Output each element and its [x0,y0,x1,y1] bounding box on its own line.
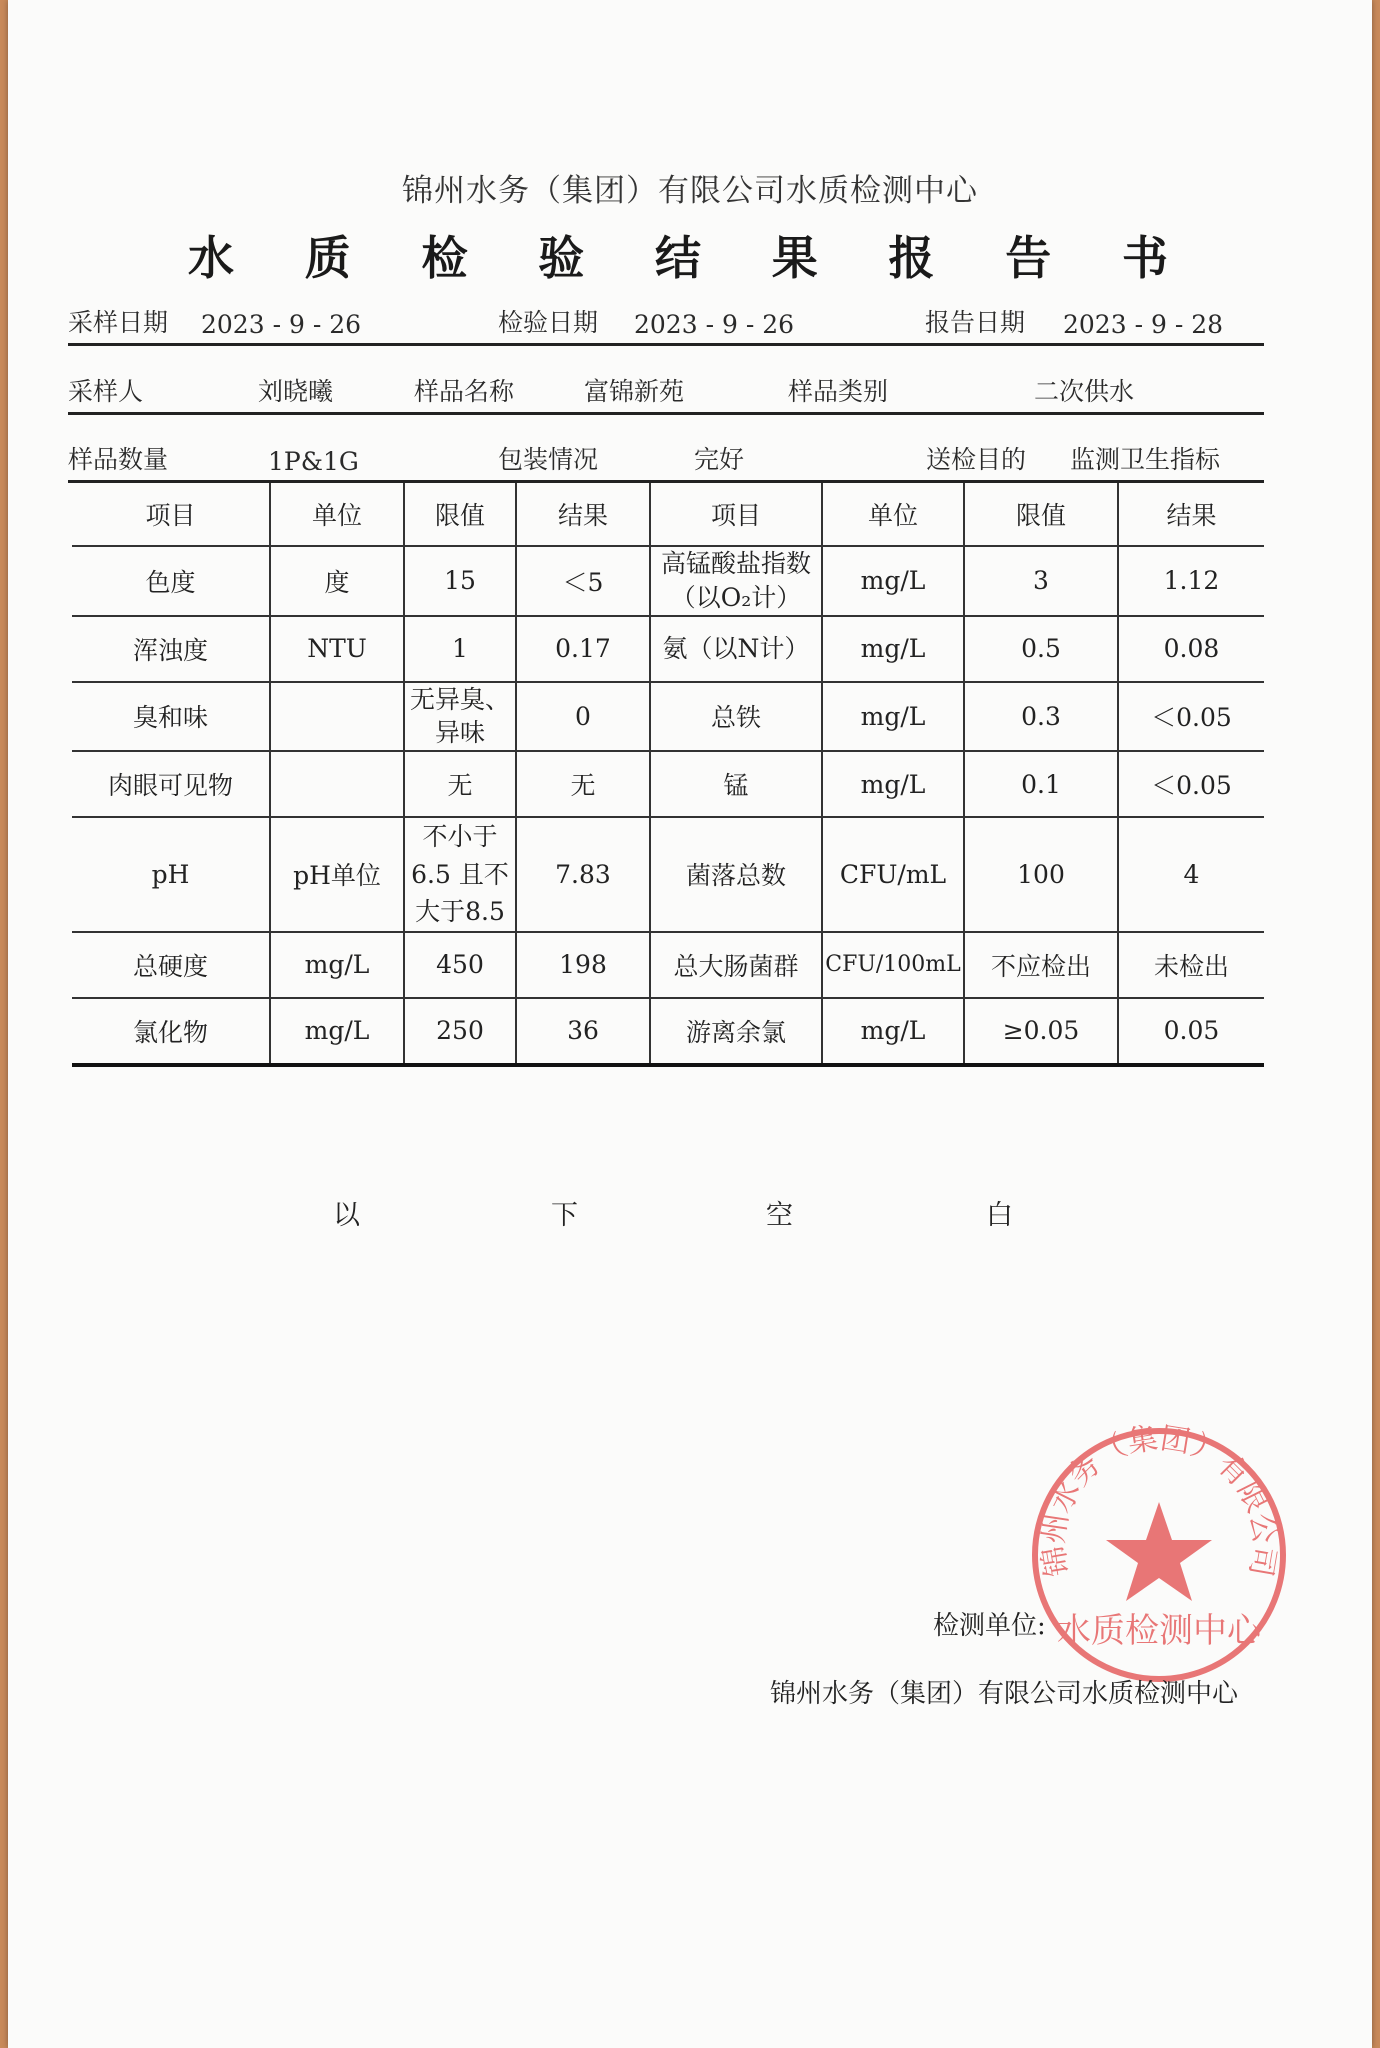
table-cell: 不应检出 [964,932,1118,998]
table-row [72,932,1264,998]
table-cell: 度 [270,546,404,616]
header-cell: 限值 [404,483,516,546]
table-cell: ＜0.05 [1118,682,1264,752]
header-cell: 结果 [1118,483,1264,546]
sample-type: 二次供水 [1034,377,1135,406]
header-cell: 结果 [516,483,650,546]
table-cell: mg/L [822,682,964,752]
table-cell [270,682,404,752]
table-row [72,817,1264,932]
table-cell: ＜5 [516,546,650,616]
table-cell: 0.1 [964,751,1118,817]
sign-org: 锦州水务（集团）有限公司水质检测中心 [770,1679,1239,1709]
results-table [72,483,1264,1067]
title-char: 书 [1122,231,1168,285]
table-row [72,998,1264,1065]
title-char: 质 [304,231,351,285]
table-cell: 菌落总数 [650,817,822,932]
table-cell: mg/L [270,998,404,1065]
report-date-label: 报告日期 [925,308,1026,337]
table-cell: 1 [404,616,516,682]
header-cell: 单位 [270,483,404,546]
official-seal [1024,1420,1294,1690]
table-cell: 肉眼可见物 [72,751,270,817]
table-cell: mg/L [822,546,964,616]
table-cell: 7.83 [516,817,650,932]
sample-type-label: 样品类别 [788,377,889,406]
table-cell: mg/L [822,998,964,1065]
table-cell: 0.05 [1163,1016,1220,1045]
table-cell: 0.3 [964,682,1118,752]
report-title [188,222,1168,288]
table-cell: 198 [516,932,650,998]
table-cell: CFU/100mL [822,932,964,998]
table-cell: 0.17 [516,616,650,682]
table-cell: 4 [1118,817,1264,932]
sample-name: 富锦新苑 [584,377,685,406]
sampler-label: 采样人 [68,377,144,406]
title-char: 水 [188,231,234,285]
table-cell: ≥0.05 [964,998,1118,1065]
table-cell: 氯化物 [72,998,270,1065]
seal-star-icon [1106,1502,1212,1601]
table-cell: 氨（以N计） [650,616,822,682]
purpose-label: 送检目的 [926,445,1027,474]
table-cell: 100 [964,817,1118,932]
table-cell: pH单位 [270,817,404,932]
title-char: 告 [1005,231,1052,285]
table-cell: 无 [516,751,650,817]
table-cell: 250 [404,998,516,1065]
test-date: 2023 - 9 - 26 [634,310,795,339]
table-cell: 总铁 [650,682,822,752]
table-cell: 450 [404,932,516,998]
org-header: 锦州水务（集团）有限公司水质检测中心 [402,173,978,209]
table-cell: mg/L [822,616,964,682]
meta-line-quantity [68,440,1264,483]
test-date-label: 检验日期 [498,308,599,337]
blank-note-char: 白 [986,1200,1013,1231]
table-cell: 无异臭、异味 [404,682,516,752]
table-cell: 0 [516,682,650,752]
title-char: 果 [771,231,818,285]
title-char: 报 [888,231,935,285]
table-cell: 高锰酸盐指数（以O₂计） [650,546,822,616]
table-cell: ＜0.05 [1118,751,1264,817]
report-date: 2023 - 9 - 28 [1063,310,1224,339]
table-cell: 0.5 [964,616,1118,682]
purpose: 监测卫生指标 [1070,445,1221,474]
table-cell: 不小于6.5 且不大于8.5 [404,817,516,932]
table-cell: 色度 [72,546,270,616]
table-header-row [72,483,1264,546]
header-cell: 单位 [822,483,964,546]
sample-name-label: 样品名称 [414,377,515,406]
table-cell: 36 [516,998,650,1065]
blank-note-char: 空 [766,1200,793,1231]
meta-line-sample [68,372,1264,415]
table-cell [270,751,404,817]
title-char: 验 [538,231,585,285]
blank-note-char: 下 [551,1200,578,1231]
table-cell: 无 [404,751,516,817]
sign-label: 检测单位: [933,1611,1046,1641]
blank-note-char: 以 [333,1200,360,1231]
table-row [72,616,1264,682]
table-cell: mg/L [822,751,964,817]
table-cell: 总硬度 [72,932,270,998]
packaging-label: 包装情况 [498,445,599,474]
header-cell: 项目 [72,483,270,546]
table-row [72,546,1264,616]
table-cell: 总大肠菌群 [650,932,822,998]
table-cell: NTU [270,616,404,682]
title-char: 检 [421,231,468,285]
quantity: 1P&1G [268,447,359,476]
table-row [72,751,1264,817]
table-cell: 未检出 [1118,932,1264,998]
table-cell: 锰 [650,751,822,817]
table-cell: 臭和味 [72,682,270,752]
seal-outer-text: 锦州水务（集团）有限公司 [1036,1420,1282,1580]
meta-line-dates [68,303,1264,346]
table-cell: 0.08 [1118,616,1264,682]
quantity-label: 样品数量 [68,445,169,474]
table-cell: 3 [964,546,1118,616]
sampler: 刘晓曦 [258,377,334,406]
seal-inner-text: 水质检测中心 [1057,1611,1261,1651]
packaging: 完好 [694,445,745,474]
table-cell: pH [72,817,270,932]
title-char: 结 [655,231,701,285]
header-cell: 项目 [650,483,822,546]
table-cell: CFU/mL [822,817,964,932]
table-row [72,682,1264,752]
table-cell: 游离余氯 [650,998,822,1065]
report-sheet [8,0,1372,2048]
sample-date-label: 采样日期 [68,308,169,337]
table-cell: 15 [404,546,516,616]
table-cell: mg/L [270,932,404,998]
header-cell: 限值 [964,483,1118,546]
table-cell: 1.12 [1118,546,1264,616]
sample-date: 2023 - 9 - 26 [201,310,362,339]
table-cell: 浑浊度 [72,616,270,682]
